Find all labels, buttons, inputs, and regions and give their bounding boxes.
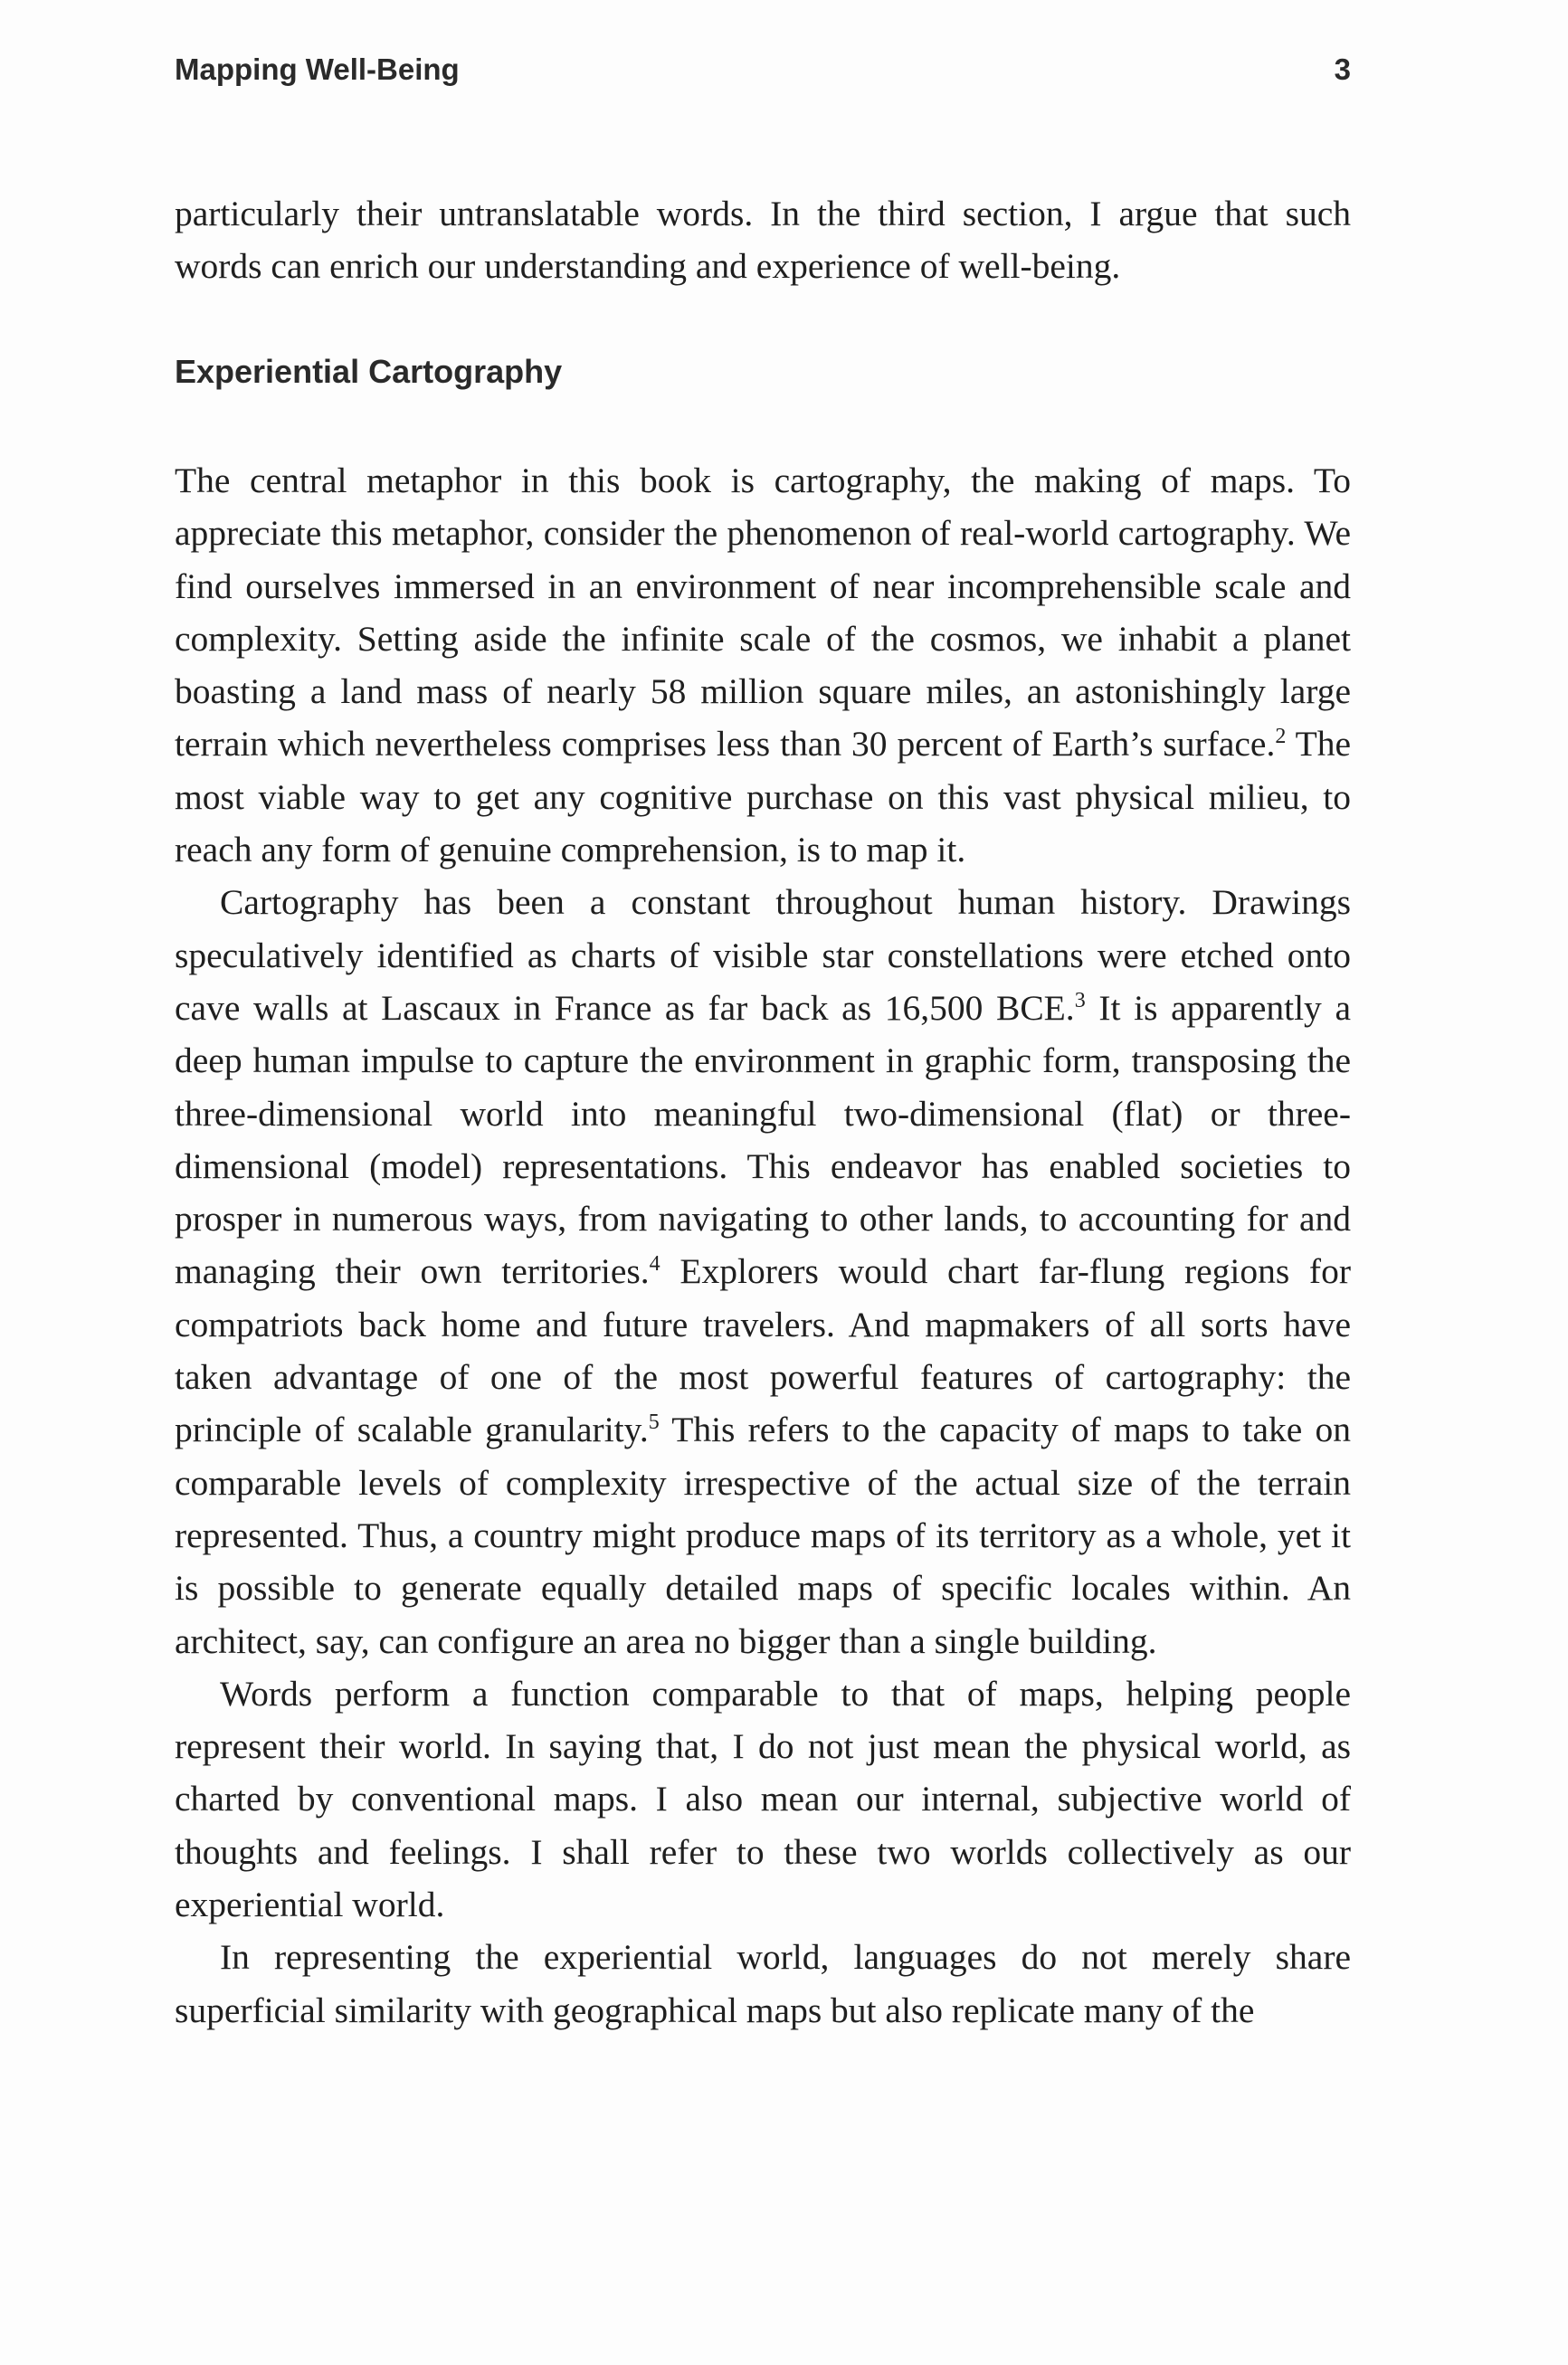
paragraph-text: It is apparently a deep human impulse to capture the environment in graphic form, transposing the three-dimensional world into meaningful two-dimensional (flat) or three-dimensional (model) representations. This endeavor has enabled societies to prosper in numerous ways, from navigating to other lands, to accounting for and managing their own territories.: [175, 987, 1351, 1292]
footnote-marker: 3: [1074, 988, 1086, 1012]
intro-paragraph: particularly their untranslatable words. In the third section, I argue that such words can enrich our understanding and experience of well-being.: [175, 194, 1351, 287]
paragraph-text: Words perform a function comparable to that of maps, helping people represent their world. In saying that, I do not just mean the physical world, as charted by conventional maps. I also mean our internal, subjective world of thoughts and feelings. I shall refer to these two worlds collectively as our experiential world.: [175, 1673, 1351, 1925]
footnote-marker: 4: [649, 1252, 660, 1277]
paragraph-3: [175, 1667, 1351, 1931]
paragraph-text: Cartography has been a constant throughout human history. Drawings speculatively identified as charts of visible star constellations were etched onto cave walls at Lascaux in France as far back as 16,500 BCE.: [175, 882, 1351, 1028]
paragraph-text: The central metaphor in this book is cartography, the making of maps. To appreciate this metaphor, consider the phenomenon of real-world cartography. We find ourselves immersed in an environment of near incomprehensible scale and complexity. Setting aside the infinite scale of the cosmos, we inhabit a planet boasting a land mass of nearly 58 million square miles, an astonishingly large terrain which nevertheless comprises less than 30 percent of Earth’s surface.: [175, 461, 1351, 765]
intro-text-block: [175, 187, 1351, 293]
section-body: [175, 454, 1351, 2037]
paragraph-1: [175, 454, 1351, 876]
running-head: [175, 52, 1351, 98]
running-head-title: Mapping Well-Being: [175, 52, 460, 86]
footnote-marker: 2: [1275, 725, 1287, 749]
paragraph-4: [175, 1931, 1351, 2037]
paragraph-text: The most viable way to get any cognitive purchase on this vast physical milieu, to reach any form of genuine comprehension, is to map it.: [175, 724, 1352, 870]
footnote-marker: 5: [648, 1410, 660, 1435]
paragraph-2: [175, 876, 1351, 1667]
paragraph-text: In representing the experiential world, languages do not merely share superficial similarity with geographical maps but also replicate many of the: [175, 1937, 1351, 2030]
paragraph-text: This refers to the capacity of maps to take on comparable levels of complexity irrespective of the actual size of the terrain represented. Thus, a country might produce maps of its territory as a whole, yet it is possible to generate equally detailed maps of specific locales within. An architect, say, can configure an area no bigger than a single building.: [175, 1410, 1351, 1661]
page-number: 3: [1334, 52, 1351, 86]
section-heading: Experiential Cartography: [175, 353, 563, 390]
paragraph-text: Explorers would chart far-flung regions for compatriots back home and future travelers. And mapmakers of all sorts have taken advantage of one of the most powerful features of cartography: the principle of scalable granularity.: [175, 1251, 1351, 1450]
